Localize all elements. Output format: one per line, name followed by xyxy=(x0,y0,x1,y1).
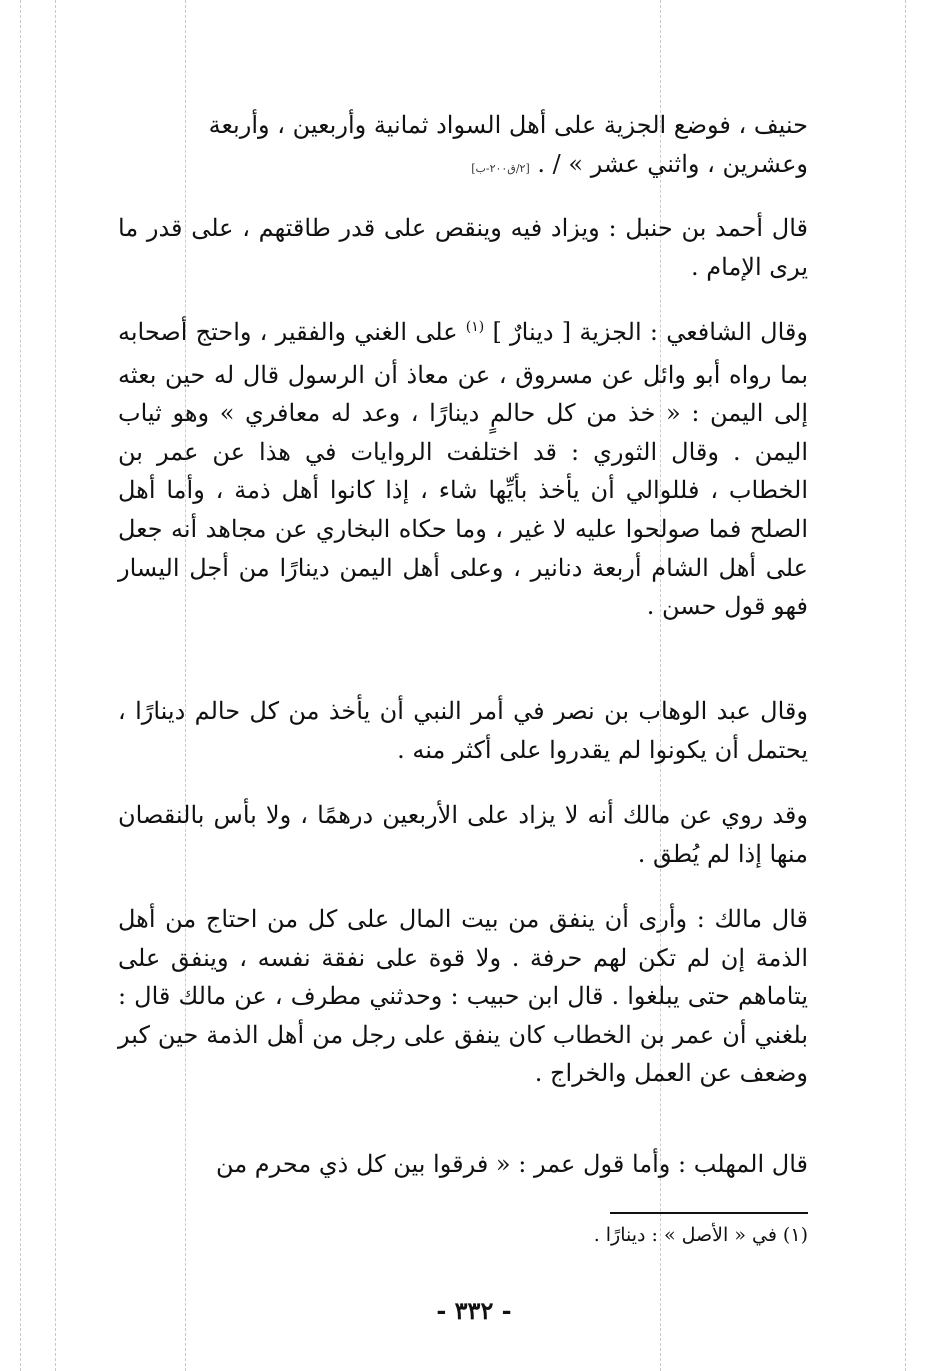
paragraph-6-text: قال مالك : وأرى أن ينفق من بيت المال على كل من احتاج من أهل الذمة إن لم تكن لهم حرفة . ولا قوة على نفقة نفسه ، وينفق على يتاماهم حتى يبلغوا . قال ابن حبيب : وحدثني مطرف ، عن مالك قال : بلغني أن عمر بن الخطاب كان ينفق على رجل من أهل الذمة حين كبر وضعف عن العمل والخراج . xyxy=(118,905,808,1088)
paragraph-5 xyxy=(118,796,808,873)
paragraph-2 xyxy=(118,209,808,286)
paragraph-1-text: حنيف ، فوضع الجزية على أهل السواد ثمانية وأربعين ، وأربعة xyxy=(208,111,808,139)
paragraph-2-text: قال أحمد بن حنبل : ويزاد فيه وينقص على قدر طاقتهم ، على قدر ما يرى الإمام . xyxy=(118,214,808,281)
paragraph-5-text: وقد روي عن مالك أنه لا يزاد على الأربعين درهمًا ، ولا بأس بالنقصان منها إذا لم يُطق . xyxy=(118,801,808,868)
paragraph-1 xyxy=(118,106,808,188)
paragraph-7-text: قال المهلب : وأما قول عمر : « فرقوا بين كل ذي محرم من xyxy=(216,1150,808,1178)
paragraph-3-text-start: وقال الشافعي : الجزية [ دينارٌ ] xyxy=(492,318,808,346)
paragraph-6 xyxy=(118,900,808,1093)
paragraph-4-text: وقال عبد الوهاب بن نصر في أمر النبي أن يأخذ من كل حالم دينارًا ، يحتمل أن يكونوا لم يقدروا على أكثر منه . xyxy=(118,697,808,764)
scan-guide-line xyxy=(905,0,906,1371)
footnote-separator xyxy=(610,1212,808,1214)
paragraph-1-text-cont: وعشرين ، واثني عشر » / . xyxy=(537,149,808,178)
paragraph-7 xyxy=(118,1145,808,1184)
paragraph-3-text-rest: على الغني والفقير ، واحتج أصحابه بما رواه أبو وائل عن مسروق ، عن معاذ أن الرسول قال له حين بعثه إلى اليمن : « خذ من كل حالمٍ دينارًا ، وعد له معافري » وهو ثياب اليمن . وقال الثوري : قد اختلفت الروايات في هذا عن عمر بن الخطاب ، فللوالي أن يأخذ بأيِّها شاء ، إذا كانوا أهل ذمة ، وأما أهل الصلح فما صولحوا عليه لا غير ، وما حكاه البخاري عن مجاهد أنه جعل على أهل الشام أربعة دنانير ، وعلى أهل اليمن دينارًا من أجل اليسار فهو قول حسن . xyxy=(118,318,809,621)
footnote-reference: (١) xyxy=(465,319,485,335)
paragraph-4 xyxy=(118,692,808,769)
scan-guide-line xyxy=(20,0,21,1371)
footnote: (١) في « الأصل » : دينارًا . xyxy=(593,1224,808,1246)
manuscript-folio-marker: [٢/ق٢٠٠-ب] xyxy=(471,161,530,175)
page-number: - ٣٣٢ - xyxy=(436,1296,512,1325)
paragraph-3 xyxy=(118,313,808,626)
scan-guide-line xyxy=(55,0,56,1371)
